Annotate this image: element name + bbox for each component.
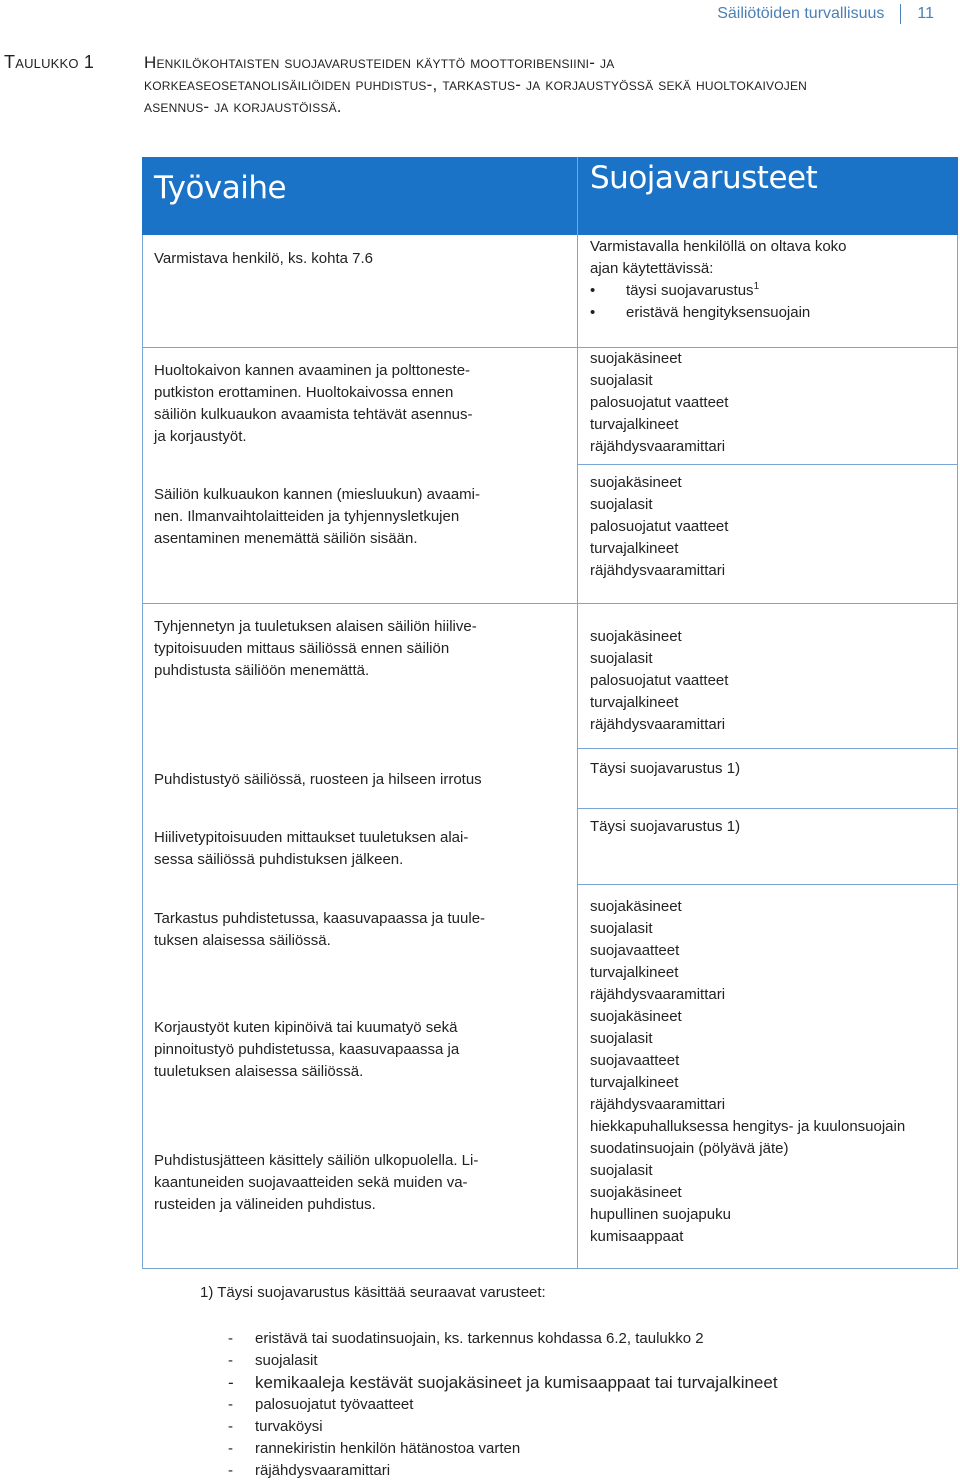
table-title-line: Henkilökohtaisten suojavarusteiden käyttö moottoribensiini- ja [144, 53, 615, 72]
equipment-item: palosuojatut vaatteet [590, 672, 729, 689]
equipment-item: räjähdysvaaramittari [590, 716, 726, 733]
equipment-item: turvajalkineet [590, 1074, 679, 1091]
row-divider [577, 808, 958, 809]
footnote-list [228, 1328, 778, 1482]
equipment-item: suojakäsineet [590, 1008, 682, 1025]
text-line: ja korjaustyöt. [154, 428, 247, 445]
table-label: Taulukko 1 [4, 52, 95, 72]
table-title-line: asennus- ja korjaustöissä. [144, 97, 342, 116]
equipment-item: räjähdysvaaramittari [590, 1096, 726, 1113]
equipment-item: suojalasit [590, 496, 653, 513]
col-header-equipment: Suojavarusteet [590, 160, 818, 196]
table-title-line: korkeaseosetanolisäiliöiden puhdistus-, tarkastus- ja korjaustyössä sekä huoltokaivojen [144, 75, 808, 94]
equipment-item: suodatinsuojain (pölyävä jäte) [590, 1140, 789, 1157]
text-line: asentaminen menemättä säiliön sisään. [154, 530, 418, 547]
equipment-item: suojakäsineet [590, 898, 682, 915]
equipment-item: turvajalkineet [590, 694, 679, 711]
equipment-item: turvajalkineet [590, 540, 679, 557]
row-divider [577, 884, 958, 885]
equipment-item: suojalasit [590, 372, 653, 389]
work-phase-cell [154, 769, 482, 791]
dash-marker: - [228, 1373, 234, 1392]
text-line: puhdistusta säiliöön menemättä. [154, 662, 370, 679]
work-phase-cell [154, 908, 485, 952]
footnote-marker: 1 [753, 281, 760, 292]
col-header-work-phase: Työvaihe [154, 170, 287, 206]
text-line: nen. Ilmanvaihtolaitteiden ja tyhjennysletkujen [154, 508, 460, 525]
equipment-cell [590, 896, 725, 1006]
text-line: pinnoitustyö puhdistetussa, kaasuvapaassa ja [154, 1041, 460, 1058]
work-phase-cell [154, 484, 480, 550]
row-divider [142, 347, 958, 348]
text-line: putkiston erottaminen. Huoltokaivossa ennen [154, 384, 454, 401]
dash-marker: - [228, 1352, 233, 1369]
equipment-item: suojalasit [590, 920, 653, 937]
equipment-cell [590, 236, 847, 324]
equipment-item: suojalasit [590, 1162, 653, 1179]
equipment-item: suojakäsineet [590, 1184, 682, 1201]
text-line: tuuletuksen alaisessa säiliössä. [154, 1063, 364, 1080]
equipment-item: suojakäsineet [590, 350, 682, 367]
dash-marker: - [228, 1440, 233, 1457]
footnote-item: - eristävä tai suodatinsuojain, ks. tarkennus kohdassa 6.2, taulukko 2 [228, 1328, 778, 1350]
text-line: rusteiden ja välineiden puhdistus. [154, 1196, 376, 1213]
equipment-item: suojakäsineet [590, 474, 682, 491]
equipment-item: suojavaatteet [590, 1052, 680, 1069]
equipment-item: palosuojatut vaatteet [590, 394, 729, 411]
footnote-item: - kemikaaleja kestävät suojakäsineet ja kumisaappaat tai turvajalkineet [228, 1373, 778, 1392]
footnote-title: 1) Täysi suojavarustus käsittää seuraavat varusteet: [200, 1284, 546, 1301]
equipment-item: suojalasit [590, 1030, 653, 1047]
text-line: Puhdistustyö säiliössä, ruosteen ja hilseen irrotus [154, 771, 482, 788]
running-header [717, 4, 934, 24]
text-line: tuksen alaisessa säiliössä. [154, 932, 331, 949]
text-line: typitoisuuden mittaus säiliössä ennen säiliön [154, 640, 450, 657]
equipment-item: Täysi suojavarustus 1) [590, 818, 741, 835]
text-line: säiliön kulkuaukon avaamista tehtävät asennus- [154, 406, 473, 423]
text-line: Hiilivetypitoisuuden mittaukset tuuletuksen alai- [154, 829, 469, 846]
equipment-item: hupullinen suojapuku [590, 1206, 731, 1223]
bullet-item: • eristävä hengityksensuojain [590, 302, 847, 324]
text-line: Varmistavalla henkilöllä on oltava koko [590, 238, 847, 255]
equipment-cell [590, 758, 740, 780]
dash-marker: - [228, 1396, 233, 1413]
text-line: Korjaustyöt kuten kipinöivä tai kuumatyö sekä [154, 1019, 458, 1036]
equipment-item: suojavaatteet [590, 942, 680, 959]
equipment-item: räjähdysvaaramittari [590, 562, 726, 579]
text-line: kaantuneiden suojavaatteiden sekä muiden va- [154, 1174, 468, 1191]
work-phase-cell [154, 248, 373, 270]
work-phase-cell [154, 616, 477, 682]
text-line: Tyhjennetyn ja tuuletuksen alaisen säiliön hiilive- [154, 618, 477, 635]
work-phase-cell [154, 1017, 459, 1083]
work-phase-cell [154, 827, 468, 871]
work-phase-cell [154, 360, 473, 448]
footnote-item: - räjähdysvaaramittari [228, 1460, 778, 1482]
equipment-cell [590, 348, 728, 458]
page-number: 11 [917, 5, 934, 23]
work-phase-cell [154, 1150, 478, 1216]
text-line: Varmistava henkilö, ks. kohta 7.6 [154, 250, 373, 267]
footnote-item: - rannekiristin henkilön hätänostoa varten [228, 1438, 778, 1460]
text-line: Säiliön kulkuaukon kannen (miesluukun) avaami- [154, 486, 481, 503]
bullet-item: • täysi suojavarustus$^1$ [590, 280, 847, 302]
equipment-item: kumisaappaat [590, 1228, 684, 1245]
equipment-item: suojalasit [590, 650, 653, 667]
row-divider [577, 464, 958, 465]
footnote-item: - palosuojatut työvaatteet [228, 1394, 778, 1416]
text-line: ajan käytettävissä: [590, 260, 714, 277]
dash-marker: - [228, 1330, 233, 1347]
footnote-item: - suojalasit [228, 1350, 778, 1372]
dash-marker: - [228, 1418, 233, 1435]
table-title [144, 52, 956, 118]
text-line: Tarkastus puhdistetussa, kaasuvapaassa ja tuule- [154, 910, 486, 927]
row-divider [577, 748, 958, 749]
header-separator [900, 4, 901, 24]
equipment-cell [590, 472, 728, 582]
equipment-item: suojakäsineet [590, 628, 682, 645]
footnote-item: - turvaköysi [228, 1416, 778, 1438]
row-divider [142, 603, 958, 604]
dash-marker: - [228, 1462, 233, 1479]
header-title: Säiliötöiden turvallisuus [717, 5, 885, 23]
column-divider [577, 157, 578, 1269]
equipment-cell [590, 626, 728, 736]
equipment-item: räjähdysvaaramittari [590, 438, 726, 455]
equipment-item: räjähdysvaaramittari [590, 986, 726, 1003]
equipment-cell [590, 1138, 788, 1248]
equipment-item: turvajalkineet [590, 416, 679, 433]
equipment-item: turvajalkineet [590, 964, 679, 981]
equipment-item: palosuojatut vaatteet [590, 518, 729, 535]
equipment-item: hiekkapuhalluksessa hengitys- ja kuulonsuojain [590, 1118, 906, 1135]
equipment-cell [590, 816, 740, 838]
text-line: Huoltokaivon kannen avaaminen ja polttoneste- [154, 362, 471, 379]
equipment-item: Täysi suojavarustus 1) [590, 760, 741, 777]
text-line: Puhdistusjätteen käsittely säiliön ulkopuolella. Li- [154, 1152, 479, 1169]
equipment-cell [590, 1006, 905, 1138]
text-line: sessa säiliössä puhdistuksen jälkeen. [154, 851, 404, 868]
